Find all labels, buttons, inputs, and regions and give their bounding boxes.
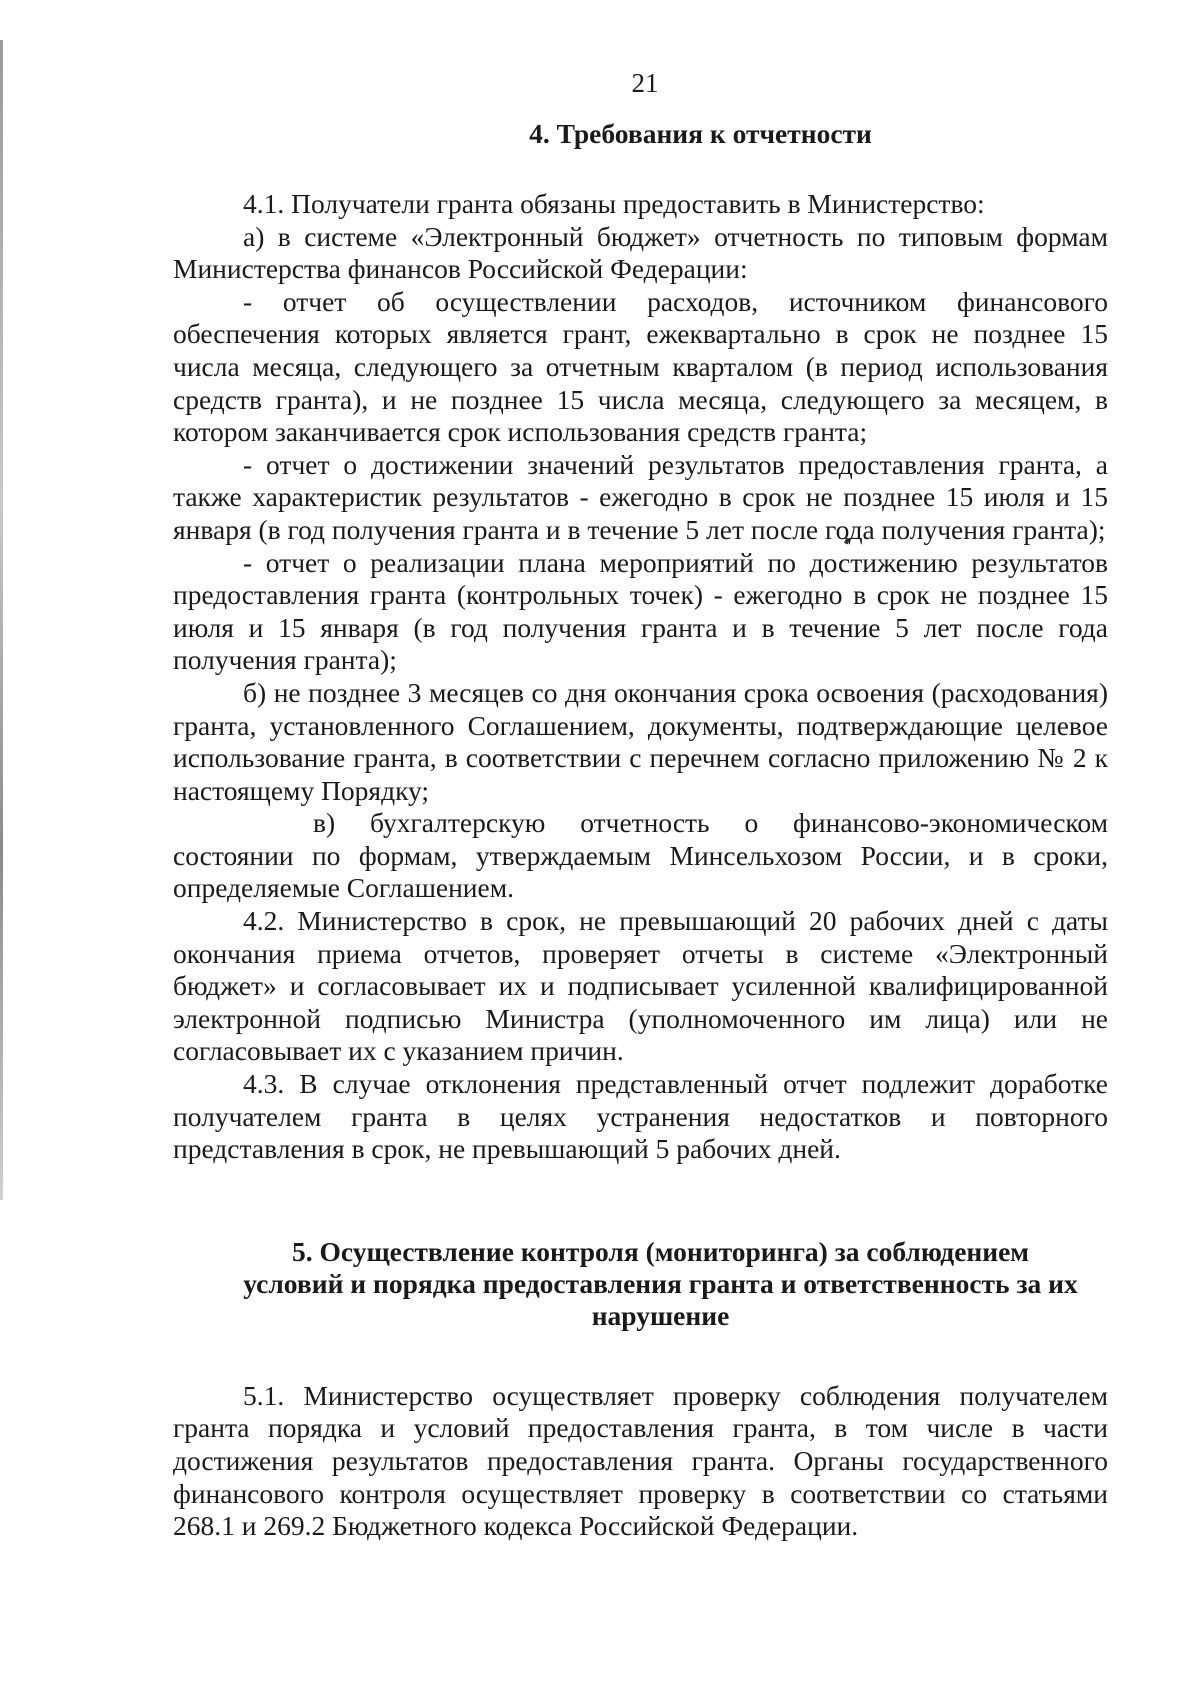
section-5-heading-line-1: 5. Осуществление контроля (мониторинга) за соблюдением: [291, 1235, 1030, 1267]
paragraph-5-1: 5.1. Министерство осуществляет проверку соблюдения получателем гранта порядка и условий предоставления гранта, в том числе в части достижения результатов предоставления гранта. Органы государственного финансового контроля осуществляет проверку в соответствии со статьями 268.1 и 269.2 Бюджетного кодекса Российской Федерации.: [173, 1379, 1108, 1542]
document-body: [173, 118, 1108, 1543]
section-5-heading: [173, 1236, 1108, 1332]
paragraph-4-3: 4.3. В случае отклонения представленный отчет подлежит доработке получателем гранта в целях устранения недостатков и повторного представления в срок, не превышающий 5 рабочих дней.: [173, 1068, 1108, 1165]
paragraph-4-1-a-item-2: - отчет о достижении значений результатов предоставления гранта, а также характеристик результатов - ежегодно в срок не позднее 15 июля и 15 января (в год получения гранта и в течение 5 лет после года получения гранта);: [173, 448, 1108, 545]
paragraph-4-1: 4.1. Получатели гранта обязаны предоставить в Министерство:: [243, 188, 985, 219]
paragraph-4-1-a-item-1: - отчет об осуществлении расходов, источником финансового обеспечения которых является грант, ежеквартально в срок не позднее 15 числа месяца, следующего за отчетным кварталом (в период использования средств гранта), и не позднее 15 числа месяца, следующего за месяцем, в котором заканчивается срок использования средств гранта;: [173, 285, 1108, 448]
scan-edge: [0, 40, 3, 1200]
section-5-heading-line-2: условий и порядка предоставления гранта и ответственность за их: [243, 1267, 1078, 1299]
section-4-heading: 4. Требования к отчетности: [529, 118, 872, 149]
paragraph-4-1-b: б) не позднее 3 месяцев со дня окончания срока освоения (расходования) гранта, установленного Соглашением, документы, подтверждающие целевое использование гранта, в соответствии с перечнем согласно приложению № 2 к настоящему Порядку;: [173, 676, 1108, 806]
paragraph-4-1-a: а) в системе «Электронный бюджет» отчетность по типовым формам Министерства финансов Российской Федерации:: [173, 220, 1108, 285]
section-5-heading-line-3: нарушение: [591, 1299, 730, 1331]
paragraph-4-1-v: в) бухгалтерскую отчетность о финансово-экономическом состоянии по формам, утверждаемым Минсельхозом России, и в сроки, определяемые Соглашением.: [173, 807, 1108, 904]
paragraph-4-1-a-item-3: - отчет о реализации плана мероприятий по достижению результатов предоставления гранта (контрольных точек) - ежегодно в срок не позднее 15 июля и 15 января (в год получения гранта и в течение 5 лет после года получения гранта);: [173, 546, 1108, 676]
paragraph-4-2: 4.2. Министерство в срок, не превышающий 20 рабочих дней с даты окончания приема отчетов, проверяет отчеты в системе «Электронный бюджет» и согласовывает их и подписывает усиленной квалифицированной электронной подписью Министра (уполномоченного им лица) или не согласовывает их с указанием причин.: [173, 905, 1108, 1067]
page-number: 21: [631, 68, 659, 98]
